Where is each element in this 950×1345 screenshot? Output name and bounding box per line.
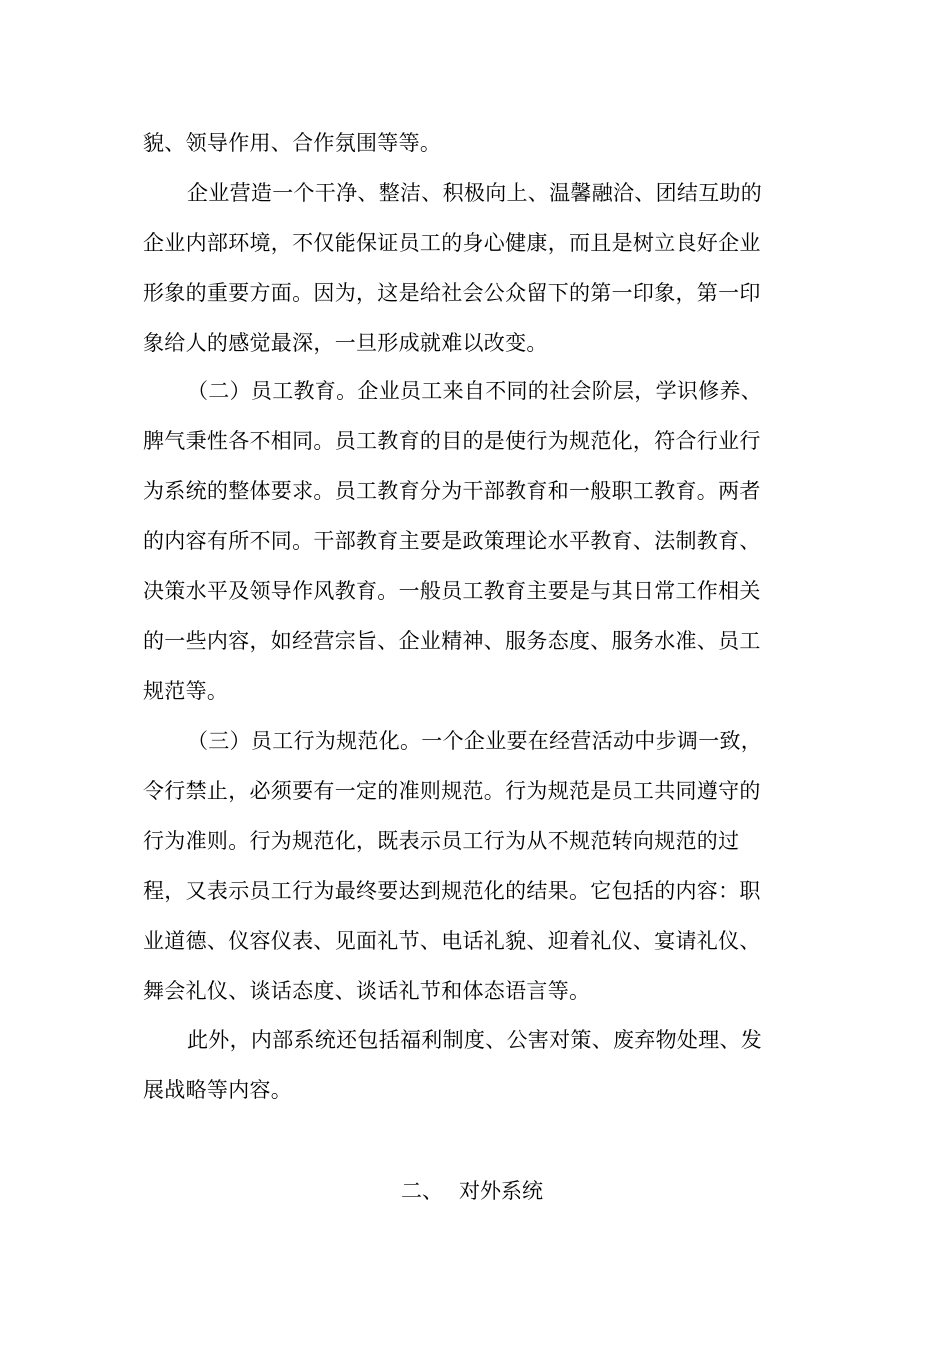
text-line: （二）员工教育。企业员工来自不同的社会阶层，学识修养、 <box>187 379 763 403</box>
text-line: 脾气秉性各不相同。员工教育的目的是使行为规范化，符合行业行 <box>143 429 761 453</box>
text-line: 形象的重要方面。因为，这是给社会公众留下的第一印象，第一印 <box>143 281 761 305</box>
text-line: 的内容有所不同。干部教育主要是政策理论水平教育、法制教育、 <box>143 529 761 553</box>
text-line: 貌、领导作用、合作氛围等等。 <box>143 131 442 155</box>
text-line: （三）员工行为规范化。一个企业要在经营活动中步调一致， <box>187 729 763 753</box>
text-line: 为系统的整体要求。员工教育分为干部教育和一般职工教育。两者 <box>143 479 761 503</box>
text-line: 舞会礼仪、谈话态度、谈话礼节和体态语言等。 <box>143 979 591 1003</box>
text-line: 展战略等内容。 <box>143 1078 293 1102</box>
text-line: 决策水平及领导作风教育。一般员工教育主要是与其日常工作相关 <box>143 579 761 603</box>
text-line: 象给人的感觉最深，一旦形成就难以改变。 <box>143 331 548 355</box>
text-line: 的一些内容，如经营宗旨、企业精神、服务态度、服务水准、员工 <box>143 629 761 653</box>
text-line: 企业内部环境，不仅能保证员工的身心健康，而且是树立良好企业 <box>143 231 761 255</box>
text-line: 令行禁止，必须要有一定的准则规范。行为规范是员工共同遵守的 <box>143 779 761 803</box>
text-line: 程，又表示员工行为最终要达到规范化的结果。它包括的内容：职 <box>143 879 761 903</box>
text-line: 企业营造一个干净、整洁、积极向上、温馨融洽、团结互助的 <box>187 181 763 205</box>
section-number: 二、 <box>401 1179 443 1203</box>
text-line: 此外，内部系统还包括福利制度、公害对策、废弃物处理、发 <box>187 1028 763 1052</box>
text-line: 规范等。 <box>143 679 229 703</box>
text-line: 行为准则。行为规范化，既表示员工行为从不规范转向规范的过 <box>143 829 740 853</box>
text-line: 业道德、仪容仪表、见面礼节、电话礼貌、迎着礼仪、宴请礼仪、 <box>143 929 761 953</box>
section-title: 对外系统 <box>459 1179 543 1203</box>
